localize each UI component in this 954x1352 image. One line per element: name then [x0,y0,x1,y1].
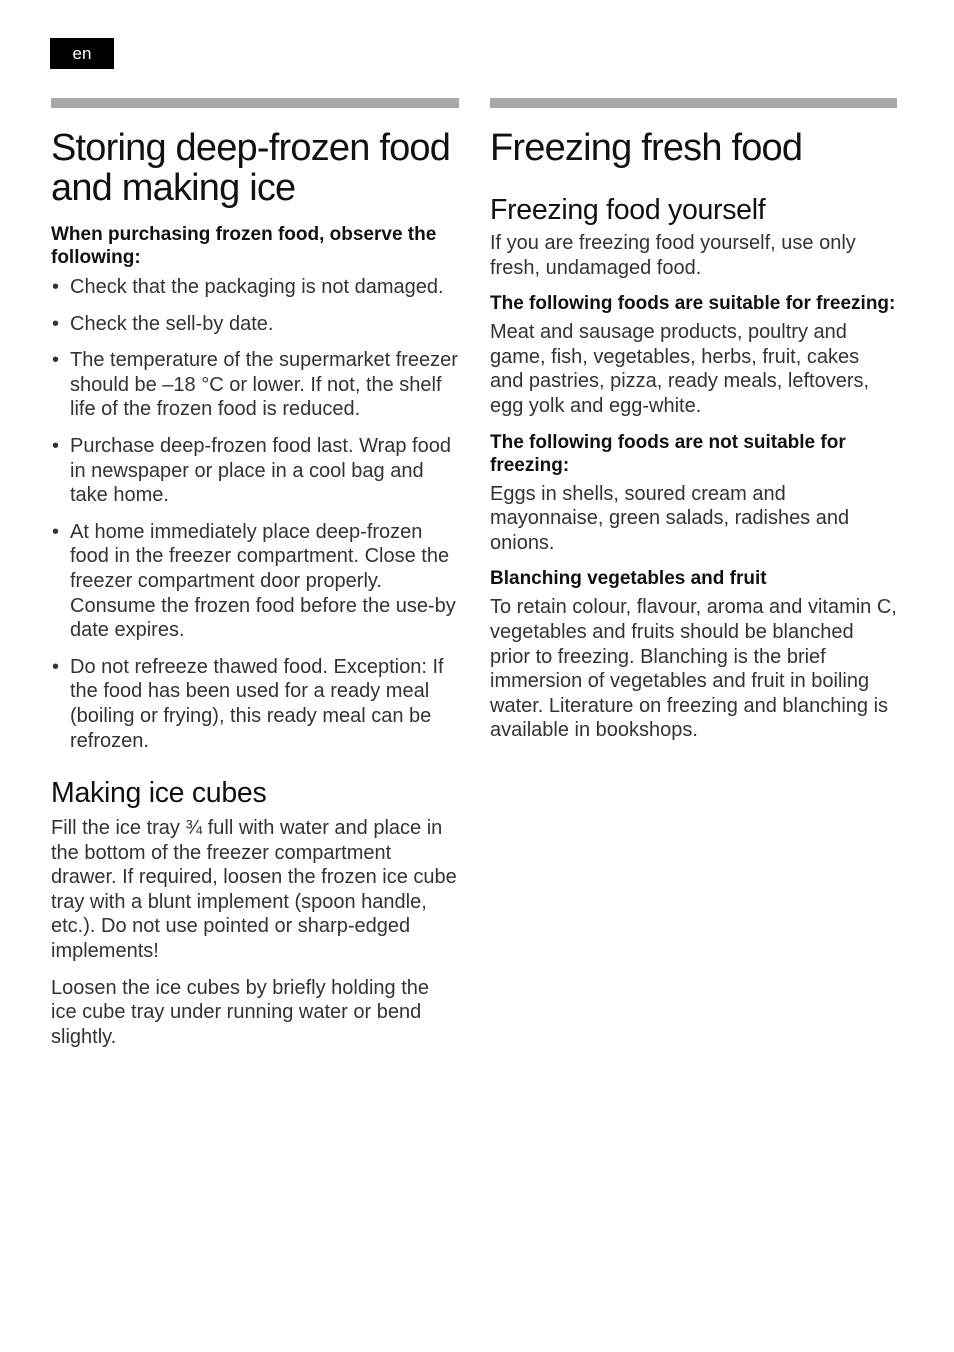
blanching-text: To retain colour, flavour, aroma and vitamin C, vegetables and fruits should be blanched prior to freezing. Blanching is the brief immersion of vegetables and fruit in boiling water. Literature on freezing and blanching is available in bookshops. [490,596,897,742]
list-item: • At home immediately place deep-frozen food in the freezer compartment. Close the freezer compartment door properly. Consume the frozen food before the use-by date expires. [51,520,459,643]
language-badge: en [50,38,114,69]
suitable-foods-label: The following foods are suitable for freezing: [490,293,896,315]
freezing-yourself-heading: Freezing food yourself [490,194,766,226]
list-item: • Check that the packaging is not damaged. [51,275,459,300]
blanching-label: Blanching vegetables and fruit [490,568,767,590]
not-suitable-foods-label: The following foods are not suitable for freezing: [490,431,846,476]
left-column [51,98,459,1049]
section-divider [490,98,897,108]
ice-cubes-heading: Making ice cubes [51,777,267,810]
freezing-intro-paragraph: If you are freezing food yourself, use only fresh, undamaged food. [490,232,856,279]
suitable-foods-text: Meat and sausage products, poultry and game, fish, vegetables, herbs, fruit, cakes and pastries, pizza, ready meals, leftovers, egg yolk and egg-white. [490,321,870,417]
section-title-freezing: Freezing fresh food [490,127,803,169]
section-divider [51,98,459,108]
list-item: • Purchase deep-frozen food last. Wrap food in newspaper or place in a cool bag and take home. [51,434,459,508]
ice-cubes-paragraph-2: Loosen the ice cubes by briefly holding the ice cube tray under running water or bend slightly. [51,976,430,1048]
not-suitable-foods-text: Eggs in shells, soured cream and mayonnaise, green salads, radishes and onions. [490,482,850,554]
right-column [490,98,897,743]
section-title-storing: Storing deep-frozen food and making ice [51,127,451,209]
list-item: • Do not refreeze thawed food. Exception: If the food has been used for a ready meal (boiling or frying), this ready meal can be refrozen. [51,655,459,753]
purchase-intro-label: When purchasing frozen food, observe the following: [51,224,437,268]
list-item: • The temperature of the supermarket freezer should be –18 °C or lower. If not, the shelf life of the frozen food is reduced. [51,348,459,422]
purchase-bullet-list [51,275,459,753]
list-item: • Check the sell-by date. [51,312,459,337]
ice-cubes-paragraph-1: Fill the ice tray ¾ full with water and place in the bottom of the freezer compartment drawer. If required, loosen the frozen ice cube tray with a blunt implement (spoon handle, etc.). Do not use pointed or sharp-edged implements! [51,817,457,963]
